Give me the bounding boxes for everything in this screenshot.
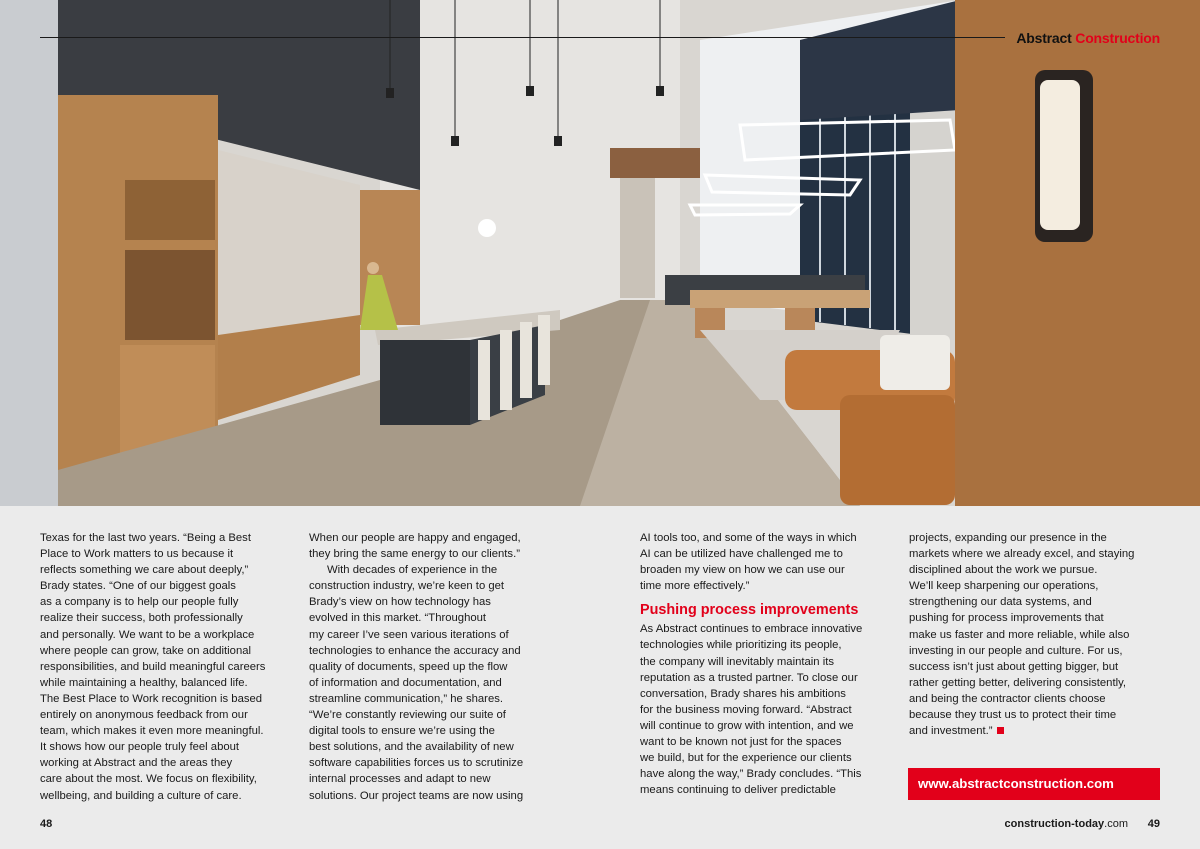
article-closing-text: projects, expanding our presence in the markets where we already excel, and staying disciplined about the work we pursue. We’ll keep sharpening our operations, strengthening our data systems, and pushing for process improvements that make us faster and more reliable, while also investing in our people and culture. For us, success isn’t just about getting bigger, but rather getting better, delivering consistently, and being the contractor clients choose because they trust us to protect their time and investment.” bbox=[909, 532, 1135, 738]
article-column-1 bbox=[40, 530, 288, 804]
article-paragraph: Texas for the last two years. “Being a Best Place to Work matters to us because it reflects something we care about deeply,” Brady states. “One of our biggest goals as a company is to help our people fully realize their success, both professionally and personally. We want to be a workplace where people can grow, take on additional responsibilities, and build meaningful careers while maintaining a healthy, balanced life. The Best Place to Work recognition is based entirely on anonymous feedback from our team, which makes it even more meaningful. It shows how our people truly feel about working at Abstract and the areas they care about the most. We focus on flexibility, wellbeing, and building a culture of care. bbox=[40, 532, 266, 802]
website-link-box[interactable]: www.abstractconstruction.com bbox=[908, 768, 1160, 800]
article-paragraph bbox=[909, 530, 1157, 739]
article-column-4 bbox=[909, 530, 1157, 739]
section-heading: Pushing process improvements bbox=[640, 602, 859, 619]
brand-name-abstract: Abstract bbox=[1016, 30, 1072, 46]
article-paragraph: AI tools too, and some of the ways in which AI can be utilized have challenged me to broaden my view on how we can use our time more effectively.” bbox=[640, 532, 857, 593]
article-paragraph: As Abstract continues to embrace innovative technologies while prioritizing its people, the company will inevitably maintain its reputation as a trusted partner. To close our conversation, Brady shares his ambitions for the business moving forward. “Abstract will continue to grow with intention, and we want to be known not just for the spaces we build, but for the experience our clients have along the way,” Brady concludes. “This means continuing to deliver predictable bbox=[640, 623, 863, 797]
article-column-3 bbox=[640, 530, 888, 798]
footer-site-bold: construction-today bbox=[1004, 818, 1105, 830]
brand-logo bbox=[1016, 30, 1160, 46]
article-column-2 bbox=[309, 530, 557, 804]
brand-name-construction: Construction bbox=[1075, 30, 1160, 46]
article-paragraph: When our people are happy and engaged, they bring the same energy to our clients.” bbox=[309, 532, 521, 561]
article-paragraph: With decades of experience in the construction industry, we’re keen to get Brady’s view on how technology has evolved in this market. “Throughout my career I’ve seen various iterations of technologies to enhance the accuracy and quality of documents, speed up the flow of information and documentation, and streamline communication,” he shares. “We’re constantly reviewing our suite of digital tools to ensure we’re using the best solutions, and the availability of new software capabilities forces us to scrutinize internal processes and adapt to new solutions. Our project teams are now using bbox=[309, 564, 524, 802]
page-number-left: 48 bbox=[40, 818, 53, 830]
page-number-right: 49 bbox=[1147, 818, 1160, 830]
footer-site-suffix: .com bbox=[1104, 818, 1128, 830]
header-rule bbox=[40, 37, 1005, 38]
footer-site-name[interactable] bbox=[1005, 818, 1128, 830]
end-mark-icon bbox=[997, 727, 1004, 734]
